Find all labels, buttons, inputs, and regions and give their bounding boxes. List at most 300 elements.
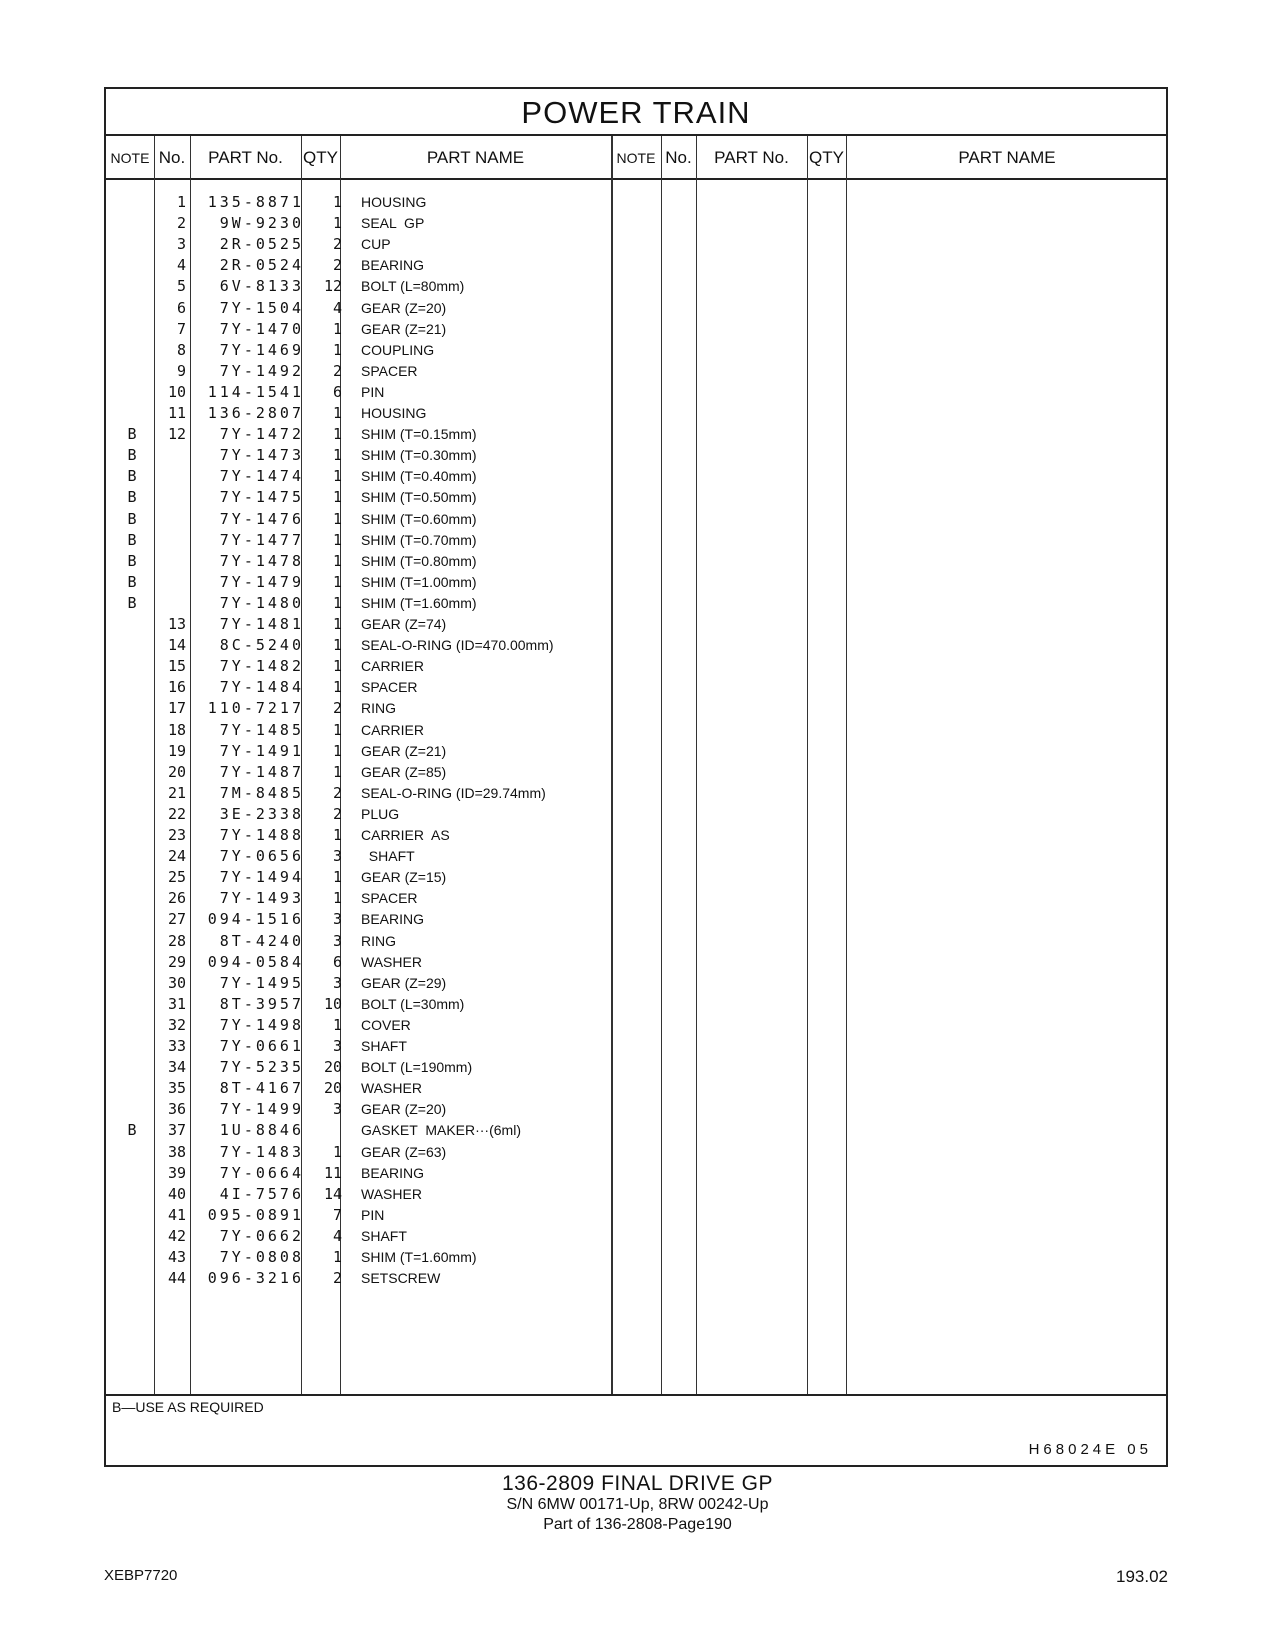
row-quantity: 10: [323, 994, 342, 1013]
row-item-number: 38: [167, 1142, 186, 1161]
row-quantity: 3: [332, 847, 342, 866]
table-row: [106, 381, 1166, 403]
row-part-name: CARRIER AS: [361, 827, 450, 843]
row-part-name: SHIM (T=0.50mm): [361, 489, 477, 506]
table-row: [106, 697, 1166, 719]
row-part-number: 7Y-1473: [219, 446, 304, 465]
row-note: [106, 719, 158, 741]
table-row: [106, 275, 1166, 297]
row-quantity: 3: [332, 973, 342, 992]
row-item-number: [158, 465, 186, 487]
row-part-number: 094-0584: [207, 952, 304, 971]
row-note: B: [127, 446, 137, 465]
row-item-number: 2: [176, 214, 186, 233]
parts-table-body: [106, 180, 1166, 1394]
header-part-name-left: PART NAME: [426, 148, 525, 167]
row-quantity: 1: [332, 551, 342, 570]
row-part-name: HOUSING: [361, 194, 427, 210]
row-item-number: 33: [167, 1037, 186, 1055]
row-part-number: 7Y-1481: [219, 615, 304, 633]
row-note: B: [127, 425, 137, 444]
table-row: [106, 592, 1166, 614]
row-part-name: SPACER: [361, 679, 418, 696]
part-of-reference: Part of 136-2808-Page190: [543, 1516, 732, 1533]
table-row: [106, 634, 1166, 656]
row-part-name: SPACER: [361, 890, 418, 907]
row-item-number: [158, 571, 186, 593]
table-row: [106, 297, 1166, 319]
table-row: [106, 972, 1166, 994]
row-note: [106, 360, 158, 382]
row-quantity: 1: [332, 404, 342, 422]
row-item-number: 44: [167, 1269, 186, 1288]
table-row: [106, 571, 1166, 593]
row-note: B: [127, 509, 137, 528]
table-row: [106, 339, 1166, 361]
row-note: [106, 803, 158, 825]
row-part-name: GEAR (Z=20): [361, 299, 447, 316]
document-id: XEBP7720: [104, 1567, 178, 1584]
table-row: [106, 486, 1166, 508]
row-quantity: 1: [332, 826, 342, 844]
row-part-number: 8C-5240: [219, 636, 304, 655]
row-part-number: 7Y-1491: [219, 741, 304, 760]
row-note: B: [127, 488, 137, 507]
row-part-number: 8T-4167: [219, 1079, 304, 1098]
table-row: [106, 1035, 1166, 1057]
table-row: [106, 866, 1166, 888]
row-note: B: [127, 467, 137, 486]
row-quantity: 1: [332, 657, 342, 676]
row-part-name: SHAFT: [361, 1227, 407, 1244]
header-part-no-right: PART No.: [714, 148, 789, 167]
row-item-number: 32: [167, 1015, 186, 1034]
table-row: [106, 1014, 1166, 1036]
row-part-number: 7Y-1477: [219, 530, 304, 549]
row-note: [106, 233, 158, 255]
row-note: [106, 676, 158, 698]
row-quantity: 3: [332, 931, 342, 950]
row-part-number: 1U-8846: [219, 1121, 304, 1140]
row-part-name: SHIM (T=1.00mm): [361, 573, 477, 590]
table-row: [106, 887, 1166, 909]
table-row: [106, 845, 1166, 867]
row-part-number: 094-1516: [207, 910, 304, 929]
row-part-name: SPACER: [361, 362, 418, 379]
row-part-number: 7Y-0664: [219, 1163, 304, 1182]
row-part-name: SEAL-O-RING (ID=470.00mm): [361, 637, 554, 654]
row-item-number: [158, 486, 186, 508]
row-quantity: 2: [332, 235, 342, 254]
table-row: [106, 1119, 1166, 1141]
row-note: B: [127, 593, 137, 612]
row-item-number: 6: [176, 298, 186, 317]
table-row: [106, 803, 1166, 825]
row-note: [106, 655, 158, 677]
row-note: [106, 1162, 158, 1184]
row-part-name: GEAR (Z=15): [361, 869, 447, 886]
row-part-name: SHIM (T=0.15mm): [361, 426, 477, 443]
row-note: [106, 1267, 158, 1289]
header-note-right: NOTE: [616, 150, 656, 166]
row-item-number: [158, 592, 186, 614]
row-part-number: 4I-7576: [219, 1184, 304, 1203]
row-note: [106, 866, 158, 888]
row-quantity: 3: [332, 1037, 342, 1055]
row-part-name: COUPLING: [361, 341, 435, 358]
row-quantity: 1: [332, 446, 342, 465]
row-quantity: 1: [332, 425, 342, 444]
row-part-number: 7Y-1472: [219, 425, 304, 444]
row-part-number: 2R-0524: [219, 256, 304, 275]
row-item-number: 25: [167, 868, 186, 887]
row-part-number: 7Y-1487: [219, 762, 304, 781]
row-part-number: 7Y-1482: [219, 657, 304, 676]
row-part-name: GEAR (Z=74): [361, 616, 447, 632]
row-quantity: 1: [332, 319, 342, 338]
parts-list-frame: [104, 87, 1168, 1467]
row-quantity: 1: [332, 593, 342, 612]
row-item-number: 29: [167, 952, 186, 971]
row-item-number: 28: [167, 931, 186, 950]
row-part-name: GEAR (Z=29): [361, 974, 447, 991]
row-part-number: 135-8871: [207, 193, 304, 211]
table-row: [106, 908, 1166, 930]
row-item-number: 31: [167, 994, 186, 1013]
row-quantity: 1: [332, 1248, 342, 1266]
row-part-name: GEAR (Z=20): [361, 1101, 447, 1118]
row-item-number: 7: [176, 319, 186, 338]
table-row: [106, 402, 1166, 424]
row-part-name: CARRIER: [361, 721, 425, 738]
table-row: [106, 1162, 1166, 1184]
row-part-number: 7Y-1499: [219, 1100, 304, 1119]
table-row: [106, 951, 1166, 973]
table-row: [106, 993, 1166, 1015]
row-quantity: 1: [332, 1015, 342, 1034]
table-row: [106, 233, 1166, 255]
row-note: [106, 761, 158, 783]
row-item-number: 37: [167, 1121, 186, 1140]
row-part-name: SETSCREW: [361, 1270, 441, 1287]
row-quantity: 11: [323, 1163, 342, 1182]
page-number: 193.02: [1116, 1567, 1168, 1586]
row-item-number: [158, 529, 186, 551]
row-note: [106, 613, 158, 635]
row-part-number: 7Y-1475: [219, 488, 304, 507]
row-part-name: SEAL-O-RING (ID=29.74mm): [361, 784, 546, 801]
row-item-number: 30: [167, 973, 186, 992]
row-part-name: CUP: [361, 236, 391, 253]
row-part-name: WASHER: [361, 1080, 422, 1097]
table-row: [106, 740, 1166, 762]
row-note: [106, 1246, 158, 1268]
footnote: B—USE AS REQUIRED: [112, 1399, 264, 1415]
row-part-name: GEAR (Z=21): [361, 320, 447, 337]
row-part-name: SHAFT: [361, 1038, 407, 1054]
row-item-number: 21: [167, 783, 186, 802]
table-row: [106, 1098, 1166, 1120]
row-part-name: SHIM (T=0.30mm): [361, 447, 477, 464]
row-note: [106, 908, 158, 930]
row-quantity: 6: [332, 952, 342, 971]
row-item-number: 12: [167, 425, 186, 444]
row-note: [106, 1098, 158, 1120]
row-part-name: GEAR (Z=63): [361, 1143, 447, 1160]
row-item-number: 20: [167, 762, 186, 781]
row-item-number: 19: [167, 741, 186, 760]
row-part-name: GEAR (Z=21): [361, 742, 447, 759]
row-item-number: 36: [167, 1100, 186, 1119]
row-part-number: 7Y-1474: [219, 467, 304, 486]
row-part-name: SHIM (T=0.60mm): [361, 510, 477, 527]
row-part-name: SEAL GP: [361, 215, 425, 232]
row-part-number: 7Y-1478: [219, 551, 304, 570]
row-quantity: 20: [323, 1079, 342, 1098]
table-row: [106, 318, 1166, 340]
row-note: [106, 951, 158, 973]
row-part-name: RING: [361, 700, 396, 717]
row-item-number: 24: [167, 847, 186, 866]
row-part-name: BOLT (L=80mm): [361, 278, 465, 295]
row-quantity: 1: [332, 762, 342, 781]
row-note: [106, 972, 158, 994]
illustration-code: H68024E 05: [1028, 1441, 1152, 1458]
row-quantity: 1: [332, 889, 342, 908]
row-quantity: 1: [332, 720, 342, 739]
row-part-name: WASHER: [361, 1185, 422, 1202]
row-item-number: 43: [167, 1248, 186, 1266]
footer-divider: [106, 1394, 1166, 1396]
table-row: [106, 1056, 1166, 1078]
row-note: [106, 824, 158, 846]
serial-range: S/N 6MW 00171-Up, 8RW 00242-Up: [506, 1496, 769, 1513]
row-note: [106, 297, 158, 319]
row-part-number: 7Y-1488: [219, 826, 304, 844]
row-part-number: 2R-0525: [219, 235, 304, 254]
row-quantity: 2: [332, 256, 342, 275]
row-item-number: 11: [167, 404, 186, 422]
row-quantity: 1: [332, 636, 342, 655]
table-row: [106, 1077, 1166, 1099]
row-part-name: COVER: [361, 1016, 411, 1033]
row-note: [106, 782, 158, 804]
row-part-number: 114-1541: [207, 382, 304, 401]
table-row: [106, 613, 1166, 635]
table-row: [106, 930, 1166, 952]
row-part-name: SHIM (T=0.80mm): [361, 552, 477, 569]
row-item-number: 40: [167, 1184, 186, 1203]
row-note: [106, 887, 158, 909]
table-row: [106, 529, 1166, 551]
table-row: [106, 254, 1166, 276]
row-quantity: 1: [332, 193, 342, 211]
row-part-number: 7Y-1498: [219, 1015, 304, 1034]
row-item-number: 9: [176, 361, 186, 380]
row-item-number: 4: [176, 256, 186, 275]
row-part-number: 136-2807: [207, 404, 304, 422]
row-part-name: SHAFT: [361, 848, 415, 865]
row-part-name: BOLT (L=30mm): [361, 995, 465, 1012]
row-quantity: 2: [332, 361, 342, 380]
row-note: [106, 1183, 158, 1205]
row-item-number: 22: [167, 804, 186, 823]
table-row: [106, 782, 1166, 804]
row-part-number: 6V-8133: [219, 277, 304, 296]
row-note: [106, 1035, 158, 1057]
row-note: [106, 381, 158, 403]
row-quantity: 1: [332, 340, 342, 359]
table-row: [106, 824, 1166, 846]
row-part-name: BOLT (L=190mm): [361, 1059, 473, 1076]
row-quantity: 1: [332, 530, 342, 549]
row-note: [106, 1077, 158, 1099]
header-part-name-right: PART NAME: [958, 148, 1056, 167]
table-row: [106, 360, 1166, 382]
row-quantity: 1: [332, 214, 342, 233]
row-quantity: 1: [332, 678, 342, 697]
row-quantity: 2: [332, 783, 342, 802]
row-note: [106, 740, 158, 762]
row-part-number: 7Y-1484: [219, 678, 304, 697]
row-note: [106, 1225, 158, 1247]
row-item-number: [158, 508, 186, 530]
row-item-number: 35: [167, 1079, 186, 1098]
row-part-name: HOUSING: [361, 405, 427, 421]
row-quantity: 1: [332, 467, 342, 486]
row-item-number: 42: [167, 1226, 186, 1245]
row-part-name: BEARING: [361, 1164, 425, 1181]
row-part-number: 7M-8485: [219, 783, 304, 802]
row-part-number: 7Y-1469: [219, 340, 304, 359]
row-quantity: 1: [332, 572, 342, 591]
row-note: [106, 1014, 158, 1036]
row-quantity: 6: [332, 382, 342, 401]
table-row: [106, 676, 1166, 698]
row-part-number: 7Y-1470: [219, 319, 304, 338]
table-row: [106, 1246, 1166, 1268]
row-quantity: [310, 1119, 342, 1141]
row-part-name: SHIM (T=1.60mm): [361, 1249, 477, 1265]
row-note: [106, 339, 158, 361]
section-title: POWER TRAIN: [106, 89, 1166, 136]
row-item-number: [158, 550, 186, 572]
table-row: [106, 761, 1166, 783]
row-item-number: 17: [167, 699, 186, 718]
row-part-number: 7Y-1480: [219, 593, 304, 612]
row-part-number: 7Y-5235: [219, 1058, 304, 1077]
row-part-name: PIN: [361, 1206, 385, 1223]
header-no-left: No.: [158, 148, 186, 167]
table-row: [106, 1225, 1166, 1247]
row-item-number: 14: [167, 636, 186, 655]
table-row: [106, 465, 1166, 487]
row-note: [106, 993, 158, 1015]
table-row: [106, 719, 1166, 741]
row-part-number: 7Y-0662: [219, 1226, 304, 1245]
table-row: [106, 508, 1166, 530]
row-quantity: 1: [332, 488, 342, 507]
header-note-left: NOTE: [110, 150, 150, 166]
row-part-number: 095-0891: [207, 1205, 304, 1224]
row-note: [106, 254, 158, 276]
row-note: [106, 697, 158, 719]
row-item-number: 27: [167, 910, 186, 929]
row-part-name: BEARING: [361, 911, 425, 928]
row-item-number: 5: [176, 277, 186, 296]
table-row: [106, 655, 1166, 677]
row-quantity: 1: [332, 868, 342, 887]
row-part-number: 7Y-1504: [219, 298, 304, 317]
table-row: [106, 1141, 1166, 1163]
row-part-name: SHIM (T=0.70mm): [361, 531, 477, 548]
row-part-name: SHIM (T=1.60mm): [361, 594, 477, 611]
table-row: [106, 1183, 1166, 1205]
row-part-number: 7Y-0661: [219, 1037, 304, 1055]
row-item-number: 1: [176, 193, 186, 211]
row-quantity: 2: [332, 699, 342, 718]
row-part-number: 7Y-1485: [219, 720, 304, 739]
row-item-number: 15: [167, 657, 186, 676]
row-quantity: 14: [323, 1184, 342, 1203]
row-note: [106, 1204, 158, 1226]
row-quantity: 4: [332, 298, 342, 317]
row-note: [106, 275, 158, 297]
row-item-number: 18: [167, 720, 186, 739]
row-item-number: 10: [167, 382, 186, 401]
row-quantity: 20: [323, 1058, 342, 1077]
row-quantity: 2: [332, 1269, 342, 1288]
table-row: [106, 444, 1166, 466]
table-row: [106, 1204, 1166, 1226]
row-part-number: 7Y-1479: [219, 572, 304, 591]
row-note: B: [127, 1121, 137, 1140]
header-no-right: No.: [665, 148, 692, 167]
table-row: [106, 1267, 1166, 1289]
row-note: [106, 1056, 158, 1078]
row-part-number: 7Y-0656: [219, 847, 304, 866]
row-part-number: 3E-2338: [219, 804, 304, 823]
row-part-number: 7Y-1476: [219, 509, 304, 528]
row-quantity: 1: [332, 509, 342, 528]
table-row: [106, 191, 1166, 213]
row-part-number: 096-3216: [207, 1269, 304, 1288]
row-part-number: 7Y-1494: [219, 868, 304, 887]
table-row: [106, 550, 1166, 572]
row-part-name: BEARING: [361, 257, 425, 274]
header-qty-left: QTY: [303, 148, 338, 167]
row-note: B: [127, 530, 137, 549]
row-item-number: 41: [167, 1205, 186, 1224]
row-note: [106, 845, 158, 867]
row-quantity: 1: [332, 1142, 342, 1161]
row-part-name: PIN: [361, 383, 385, 400]
row-note: [106, 402, 158, 424]
row-item-number: 3: [176, 235, 186, 254]
row-part-number: 7Y-1495: [219, 973, 304, 992]
row-part-number: 9W-9230: [219, 214, 304, 233]
row-part-number: 8T-4240: [219, 931, 304, 950]
row-note: [106, 1141, 158, 1163]
row-item-number: 23: [167, 826, 186, 844]
row-part-name: GEAR (Z=85): [361, 763, 447, 780]
row-part-name: CARRIER: [361, 658, 425, 675]
row-note: [106, 634, 158, 656]
row-note: B: [127, 551, 137, 570]
row-item-number: 16: [167, 678, 186, 697]
row-quantity: 2: [332, 804, 342, 823]
row-part-name: PLUG: [361, 805, 400, 822]
